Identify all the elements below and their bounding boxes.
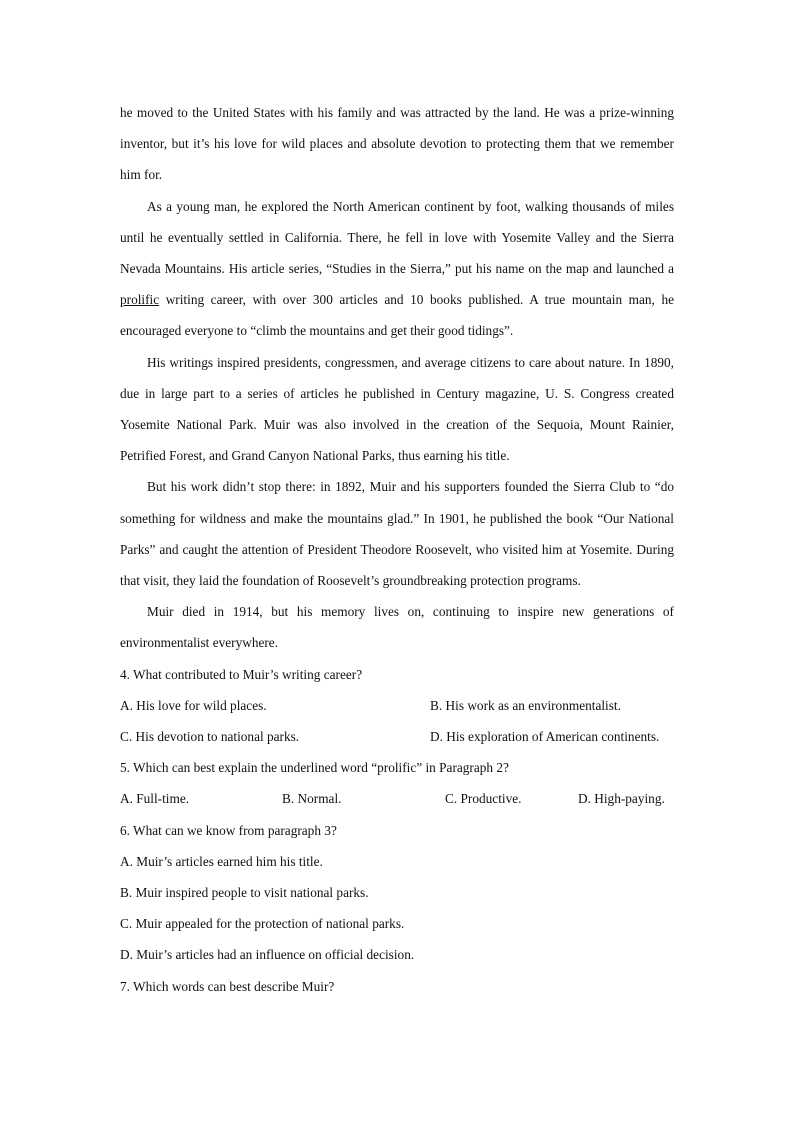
question-4-option-c: C. His devotion to national parks. [120,729,300,745]
question-5-option-a: A. Full-time. [120,791,190,807]
paragraph-4: But his work didn’t stop there: in 1892, Muir and his supporters founded the Sierra Club to “do something for wildness and make the mountains glad.” In 1901, he published the book “Our National Parks” and caught the attention of President Theodore Roosevelt, who visited him at Yosemite. During that visit, they laid the foundation of Roosevelt’s groundbreaking protection programs. [120,479,674,589]
question-5-options [120,783,674,814]
paragraph-3: His writings inspired presidents, congressmen, and average citizens to care about nature. In 1890, due in large part to a series of articles he published in Century magazine, U. S. Congress created Yosemite National Park. Muir was also involved in the creation of the Sequoia, Mount Rainier, Petrified Forest, and Grand Canyon National Parks, thus earning his title. [120,354,674,464]
question-4-option-b: B. His work as an environmentalist. [430,697,621,713]
paragraph-5: Muir died in 1914, but his memory lives on, continuing to inspire new generations of environmentalist everywhere. [120,604,674,651]
question-4-stem: 4. What contributed to Muir’s writing career? [120,666,363,682]
question-4-options-row-1 [120,690,674,721]
question-6-option-b: B. Muir inspired people to visit national parks. [120,885,369,901]
question-4-options-row-2 [120,721,674,752]
question-4-option-a: A. His love for wild places. [120,697,267,713]
question-6-stem: 6. What can we know from paragraph 3? [120,822,337,838]
question-6-option-d: D. Muir’s articles had an influence on official decision. [120,947,415,963]
question-4-option-d: D. His exploration of American continents. [430,729,660,745]
paragraph-2 [120,191,674,347]
paragraph-2-text-end: writing career, with over 300 articles and 10 books published. A true mountain man, he encouraged everyone to “climb the mountains and get their good tidings”. [120,292,674,339]
underlined-word-prolific: prolific [120,292,160,308]
question-5-stem: 5. Which can best explain the underlined word “prolific” in Paragraph 2? [120,760,509,776]
document-body [120,97,674,1002]
question-5-option-c: C. Productive. [445,791,522,807]
question-6-option-a: A. Muir’s articles earned him his title. [120,853,323,869]
question-5-option-b: B. Normal. [282,791,342,807]
question-6-option-c: C. Muir appealed for the protection of national parks. [120,916,405,932]
paragraph-1: he moved to the United States with his family and was attracted by the land. He was a prize-winning inventor, but it’s his love for wild places and absolute devotion to protecting them that we remember him for. [120,105,674,183]
question-7-stem: 7. Which words can best describe Muir? [120,978,335,994]
question-5-option-d: D. High-paying. [578,791,665,807]
paragraph-2-text-start: As a young man, he explored the North American continent by foot, walking thousands of miles until he eventually settled in California. There, he fell in love with Yosemite Valley and the Sierra Nevada Mountains. His article series, “Studies in the Sierra,” put his name on the map and launched a [120,198,674,277]
